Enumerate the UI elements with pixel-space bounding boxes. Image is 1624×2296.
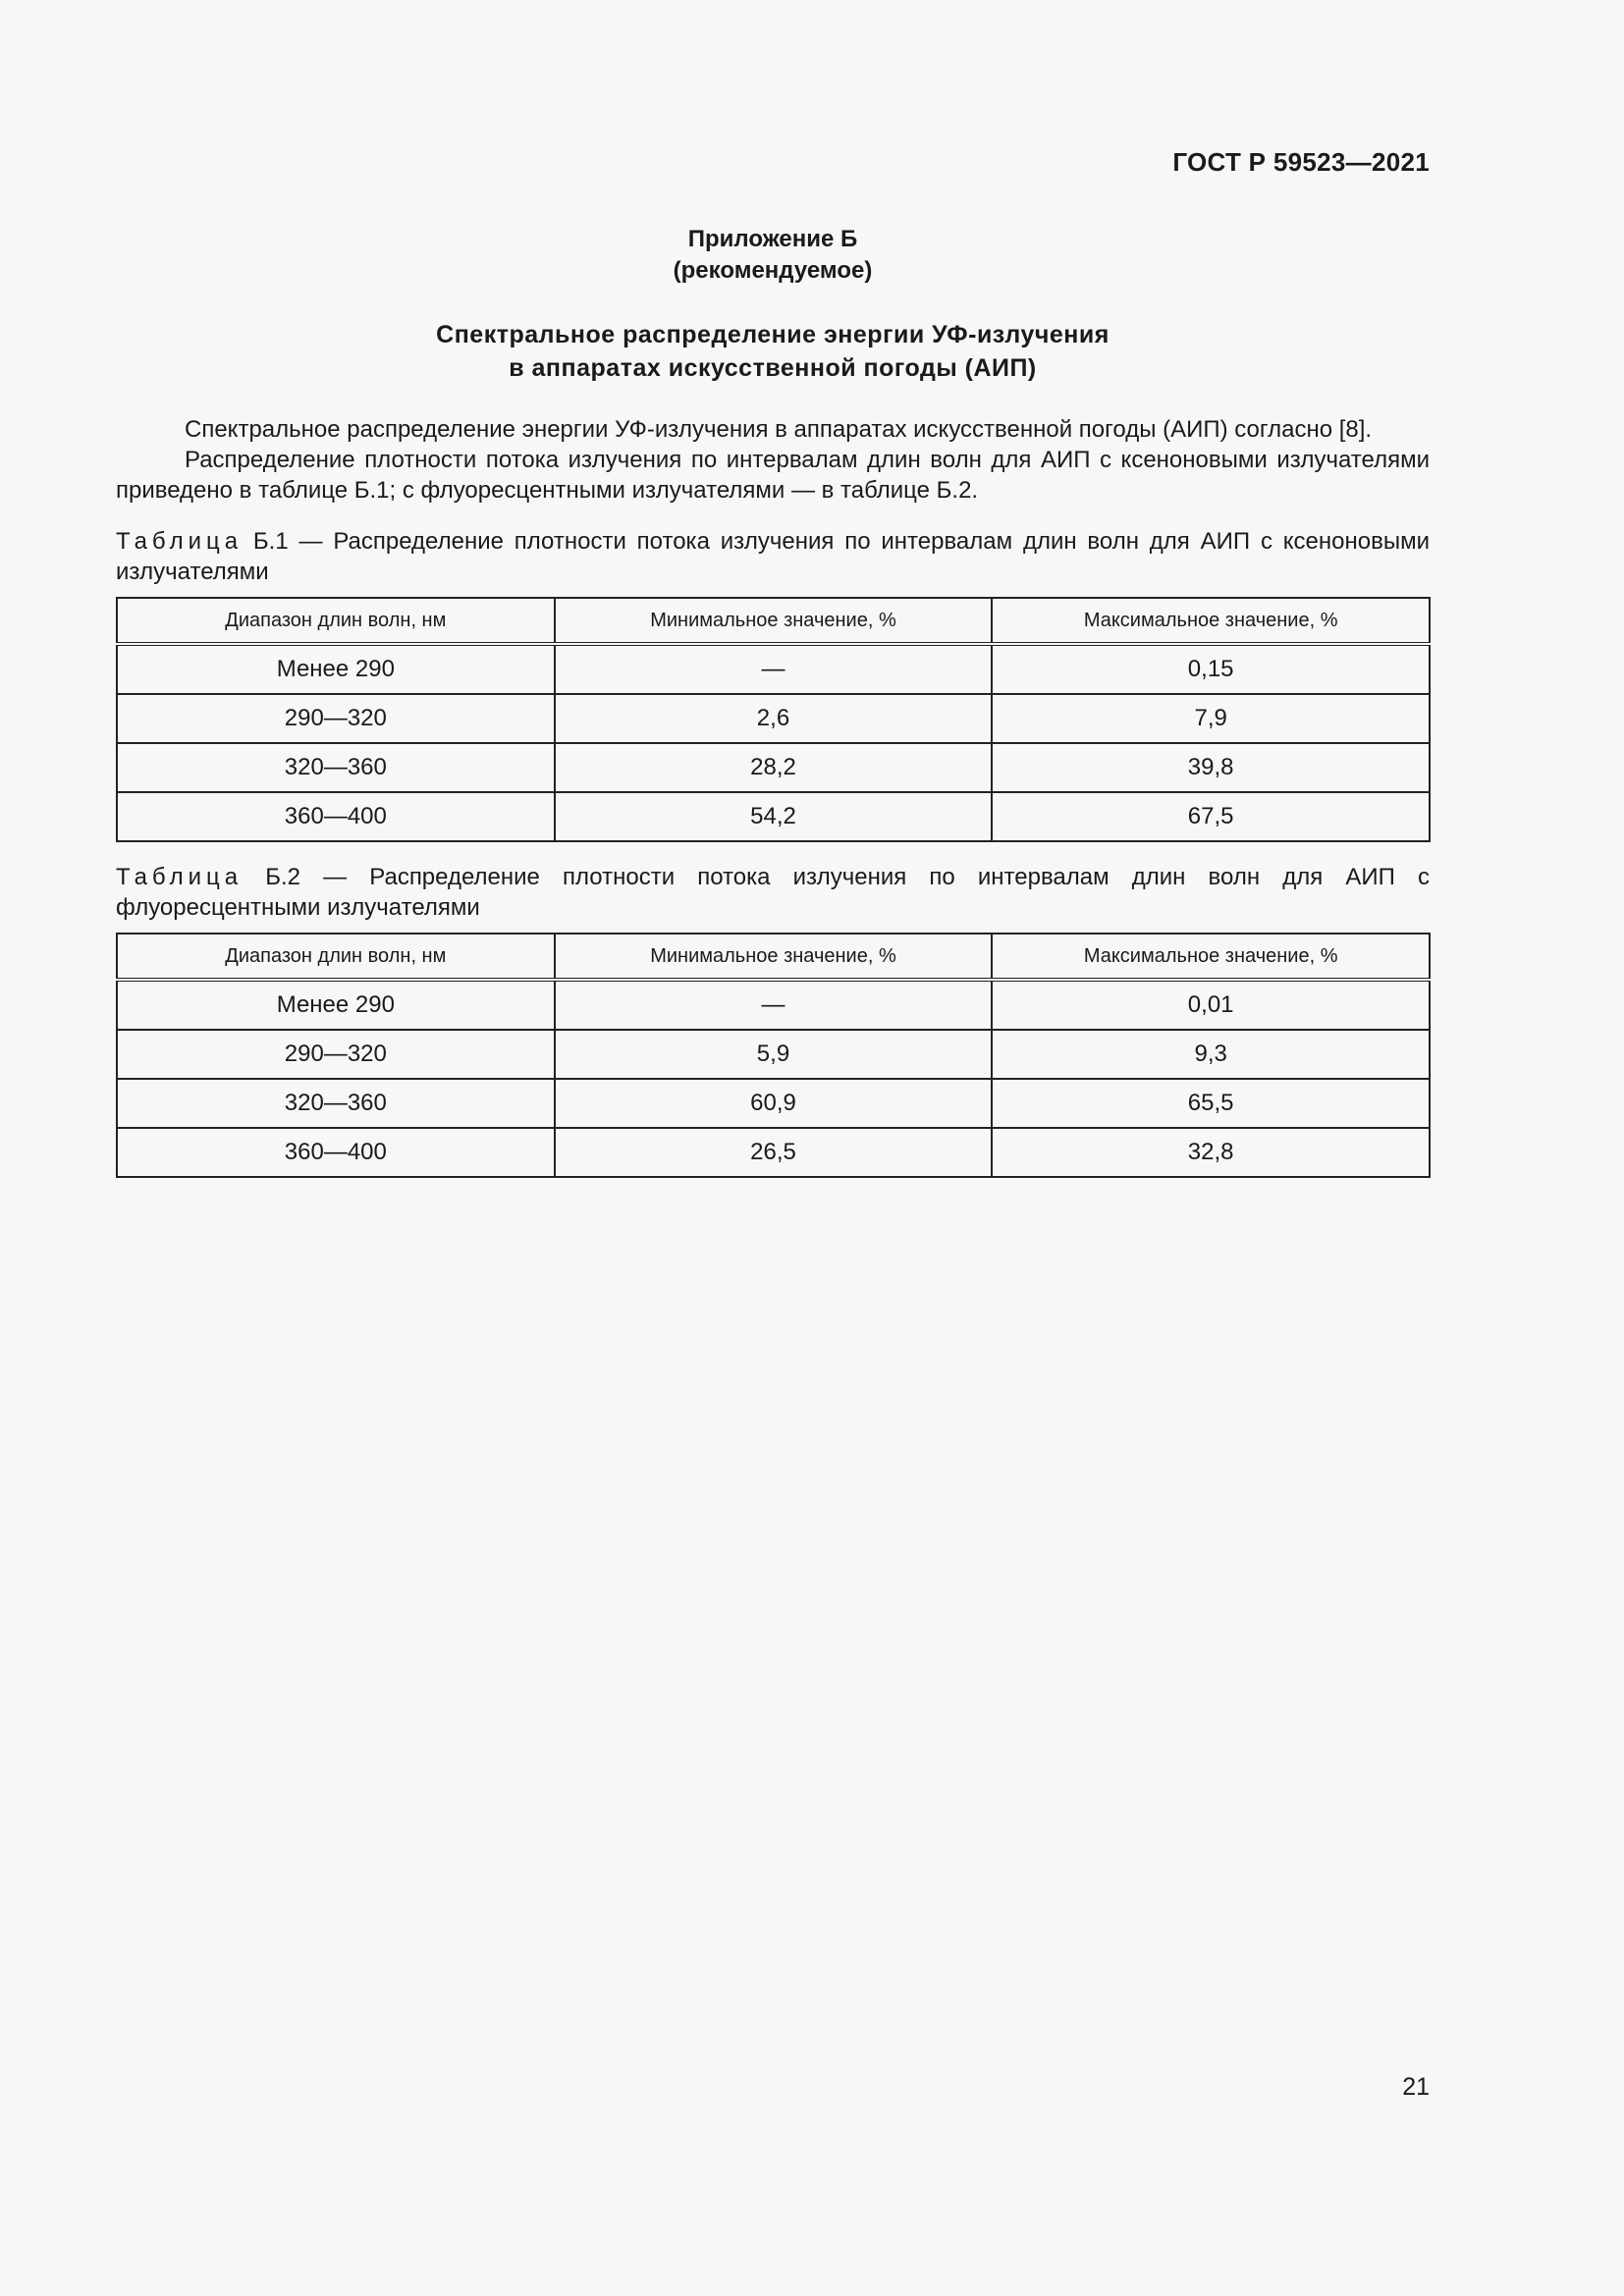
cell-min: — <box>555 644 993 694</box>
table-row <box>117 743 1430 792</box>
cell-range: 320—360 <box>117 1079 555 1128</box>
cell-min: 28,2 <box>555 743 993 792</box>
table-b2 <box>116 933 1431 1178</box>
appendix-title: Приложение Б <box>687 226 858 252</box>
cell-min: — <box>555 980 993 1030</box>
document-code-header: ГОСТ Р 59523—2021 <box>1172 147 1430 177</box>
table-b1 <box>116 597 1431 842</box>
cell-max: 65,5 <box>992 1079 1430 1128</box>
table-caption-text: Б.2 — Распределение плотности потока излучения по интервалам длин волн для АИП с флуоресцентными излучателями <box>116 864 1430 921</box>
table-header-row <box>117 598 1430 644</box>
table-caption-label: Таблица <box>116 864 244 890</box>
table-row <box>117 1128 1430 1177</box>
table-row <box>117 1079 1430 1128</box>
table-header-row <box>117 934 1430 980</box>
cell-range: 360—400 <box>117 792 555 841</box>
cell-max: 67,5 <box>992 792 1430 841</box>
cell-min: 2,6 <box>555 694 993 743</box>
column-header-range: Диапазон длин волн, нм <box>117 598 555 644</box>
cell-max: 39,8 <box>992 743 1430 792</box>
column-header-range: Диапазон длин волн, нм <box>117 934 555 980</box>
cell-range: Менее 290 <box>117 980 555 1030</box>
table-row <box>117 1030 1430 1079</box>
table-row <box>117 694 1430 743</box>
cell-min: 26,5 <box>555 1128 993 1177</box>
table-row <box>117 644 1430 694</box>
table-caption-label: Таблица <box>116 528 244 555</box>
cell-max: 0,01 <box>992 980 1430 1030</box>
section-title-line-2: в аппаратах искусственной погоды (АИП) <box>509 354 1037 382</box>
cell-range: 290—320 <box>117 694 555 743</box>
table-b1-caption <box>116 526 1430 587</box>
paragraph-text: Распределение плотности потока излучения по интервалам длин волн для АИП с ксеноновыми излучателями приведено в таблице Б.1; с флуоресцентными излучателями — в таблице Б.2. <box>116 447 1430 504</box>
column-header-min: Минимальное значение, % <box>555 598 993 644</box>
cell-range: 360—400 <box>117 1128 555 1177</box>
cell-range: 320—360 <box>117 743 555 792</box>
paragraph-text: Спектральное распределение энергии УФ-излучения в аппаратах искусственной погоды (АИП) согласно [8]. <box>185 416 1373 443</box>
section-heading <box>0 318 1545 385</box>
cell-max: 7,9 <box>992 694 1430 743</box>
section-title-line-1: Спектральное распределение энергии УФ-излучения <box>436 321 1110 348</box>
cell-range: Менее 290 <box>117 644 555 694</box>
intro-paragraph-1 <box>116 414 1430 445</box>
table-row <box>117 792 1430 841</box>
column-header-min: Минимальное значение, % <box>555 934 993 980</box>
column-header-max: Максимальное значение, % <box>992 934 1430 980</box>
cell-range: 290—320 <box>117 1030 555 1079</box>
cell-max: 9,3 <box>992 1030 1430 1079</box>
column-header-max: Максимальное значение, % <box>992 598 1430 644</box>
intro-paragraph-2 <box>116 445 1430 506</box>
cell-min: 54,2 <box>555 792 993 841</box>
appendix-heading <box>0 224 1545 287</box>
table-row <box>117 980 1430 1030</box>
cell-min: 60,9 <box>555 1079 993 1128</box>
cell-min: 5,9 <box>555 1030 993 1079</box>
table-b2-caption <box>116 862 1430 923</box>
cell-max: 0,15 <box>992 644 1430 694</box>
cell-max: 32,8 <box>992 1128 1430 1177</box>
page-number: 21 <box>1402 2073 1430 2101</box>
appendix-status: (рекомендуемое) <box>673 257 873 284</box>
table-caption-text: Б.1 — Распределение плотности потока излучения по интервалам длин волн для АИП с ксеноновыми излучателями <box>116 528 1430 585</box>
